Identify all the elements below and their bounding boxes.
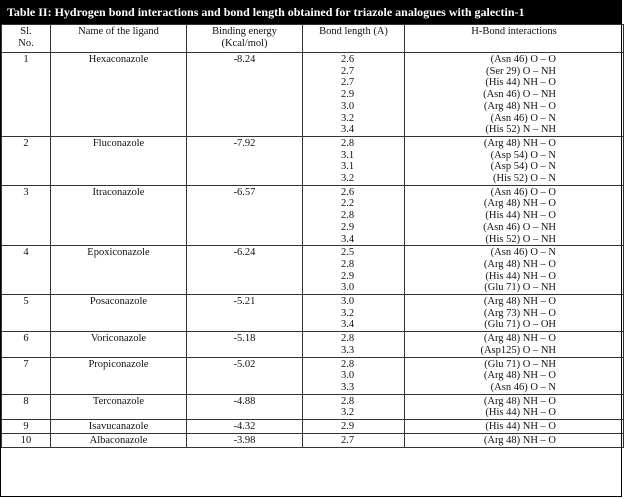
ligand-name-cell: Terconazole bbox=[51, 394, 187, 419]
hbond-interactions-cell bbox=[405, 246, 624, 295]
binding-energy-cell: -4.32 bbox=[187, 420, 303, 434]
bond-length-value: 2.9 bbox=[341, 270, 355, 282]
bond-length-value: 2.6 bbox=[341, 54, 355, 65]
hbond-interactions-cell bbox=[405, 185, 624, 246]
hbond-interactions-cell bbox=[405, 53, 624, 137]
bond-length-cell bbox=[303, 332, 405, 357]
table-row bbox=[2, 295, 624, 332]
bond-length-value: 3.0 bbox=[341, 370, 355, 382]
hbond-interaction: (Ser 29) O – NH bbox=[486, 65, 556, 77]
hbond-interaction: (His 44) NH – O bbox=[485, 421, 556, 433]
bond-length-value: 2.7 bbox=[341, 77, 355, 89]
bond-length-value: 3.4 bbox=[341, 319, 355, 331]
hbond-interaction: (Glu 71) O – OH bbox=[484, 319, 556, 331]
hbond-interactions-cell bbox=[405, 420, 624, 434]
hbond-interaction: (Asn 46) O – N bbox=[490, 112, 556, 124]
bond-length-value: 2.2 bbox=[341, 198, 355, 210]
binding-energy-cell: -8.24 bbox=[187, 53, 303, 137]
sl-number-cell: 10 bbox=[2, 433, 51, 447]
sl-number-cell: 9 bbox=[2, 420, 51, 434]
hbond-interaction: (Arg 48) NH – O bbox=[483, 198, 556, 210]
table-row bbox=[2, 433, 624, 447]
header-sl: Sl. No. bbox=[2, 25, 51, 53]
hbond-interaction: (Asn 46) O – O bbox=[490, 186, 556, 198]
hbond-interaction: (Arg 73) NH – O bbox=[483, 307, 556, 319]
bond-length-value: 3.2 bbox=[341, 173, 355, 185]
header-ligand: Name of the ligand bbox=[51, 25, 187, 53]
ligand-name-cell: Itraconazole bbox=[51, 185, 187, 246]
hbond-interaction: (His 44) NH – O bbox=[485, 407, 556, 419]
ligand-name-cell: Isavucanazole bbox=[51, 420, 187, 434]
binding-energy-cell: -5.02 bbox=[187, 357, 303, 394]
binding-energy-cell: -6.24 bbox=[187, 246, 303, 295]
hbond-interaction: (Arg 48) NH – O bbox=[483, 100, 556, 112]
bond-length-value: 3.4 bbox=[341, 233, 355, 245]
hbond-interaction: (Asn 46) O – NH bbox=[483, 89, 556, 101]
hbond-interaction: (Asn 46) O – N bbox=[490, 247, 556, 259]
table-row bbox=[2, 357, 624, 394]
bond-length-value: 2.6 bbox=[341, 186, 355, 198]
hbond-interaction: (Asn 46) O – O bbox=[490, 54, 556, 65]
ligand-name-cell: Voriconazole bbox=[51, 332, 187, 357]
sl-number-cell: 2 bbox=[2, 136, 51, 185]
hbond-interaction: (Asp 54) O – N bbox=[490, 161, 556, 173]
hbond-interaction: (Glu 71) O – NH bbox=[484, 282, 556, 294]
ligand-name-cell: Hexaconazole bbox=[51, 53, 187, 137]
hbond-interaction: (His 44) NH – O bbox=[485, 270, 556, 282]
hbond-interaction: (His 52) O – NH bbox=[485, 233, 556, 245]
bond-length-value: 3.1 bbox=[341, 149, 355, 161]
hbond-interaction: (Asn 46) O – NH bbox=[483, 221, 556, 233]
header-row bbox=[2, 25, 624, 53]
hbond-interaction: (Asp 54) O – N bbox=[490, 149, 556, 161]
bond-length-cell bbox=[303, 357, 405, 394]
table-row bbox=[2, 185, 624, 246]
bond-length-cell bbox=[303, 246, 405, 295]
bond-length-value: 2.8 bbox=[341, 333, 355, 345]
hbond-interaction: (Arg 48) NH – O bbox=[483, 333, 556, 345]
bond-length-value: 2.8 bbox=[341, 210, 355, 222]
hbond-interaction: (His 52) N – NH bbox=[485, 124, 556, 136]
bond-length-value: 3.3 bbox=[341, 344, 355, 356]
sl-number-cell: 4 bbox=[2, 246, 51, 295]
hbond-interaction: (Asn 46) O – N bbox=[490, 381, 556, 393]
header-energy: Binding energy (Kcal/mol) bbox=[187, 25, 303, 53]
hbond-interaction: (His 44) NH – O bbox=[485, 210, 556, 222]
ligand-name-cell: Epoxiconazole bbox=[51, 246, 187, 295]
hbond-interactions-cell bbox=[405, 295, 624, 332]
hbond-interactions-cell bbox=[405, 332, 624, 357]
hbond-interaction: (Arg 48) NH – O bbox=[483, 395, 556, 407]
hbond-interactions-cell bbox=[405, 394, 624, 419]
sl-number-cell: 8 bbox=[2, 394, 51, 419]
bond-length-cell bbox=[303, 53, 405, 137]
table-row bbox=[2, 394, 624, 419]
header-hbond: H-Bond interactions bbox=[405, 25, 624, 53]
hbond-interactions-cell bbox=[405, 433, 624, 447]
bond-length-value: 2.5 bbox=[341, 247, 355, 259]
bond-length-cell bbox=[303, 295, 405, 332]
hbond-interactions-cell bbox=[405, 136, 624, 185]
ligand-name-cell: Fluconazole bbox=[51, 136, 187, 185]
bond-length-value: 3.1 bbox=[341, 161, 355, 173]
binding-energy-cell: -5.18 bbox=[187, 332, 303, 357]
hbond-interaction: (His 52) O – N bbox=[493, 173, 556, 185]
bond-length-cell bbox=[303, 136, 405, 185]
hbond-interaction: (His 44) NH – O bbox=[485, 77, 556, 89]
table-body bbox=[2, 53, 624, 448]
binding-energy-cell: -5.21 bbox=[187, 295, 303, 332]
binding-energy-cell: -7.92 bbox=[187, 136, 303, 185]
binding-energy-cell: -3.98 bbox=[187, 433, 303, 447]
table-row bbox=[2, 53, 624, 137]
hbond-interaction: (Glu 71) O – NH bbox=[484, 358, 556, 370]
bond-length-value: 3.0 bbox=[341, 296, 355, 308]
bond-length-value: 2.7 bbox=[341, 434, 355, 446]
hbond-interaction: (Arg 48) NH – O bbox=[483, 137, 556, 149]
bond-length-value: 2.9 bbox=[341, 89, 355, 101]
table-row bbox=[2, 332, 624, 357]
ligand-name-cell: Posaconazole bbox=[51, 295, 187, 332]
bond-length-value: 2.8 bbox=[341, 358, 355, 370]
table-row bbox=[2, 246, 624, 295]
bond-length-value: 3.2 bbox=[341, 112, 355, 124]
bond-length-value: 3.0 bbox=[341, 282, 355, 294]
hbond-interactions-cell bbox=[405, 357, 624, 394]
table-title: Table II: Hydrogen bond interactions and bond length obtained for triazole analogues with galectin-1 bbox=[1, 1, 621, 24]
bond-length-value: 3.2 bbox=[341, 407, 355, 419]
bond-length-value: 3.4 bbox=[341, 124, 355, 136]
sl-number-cell: 7 bbox=[2, 357, 51, 394]
bond-length-cell bbox=[303, 420, 405, 434]
binding-energy-cell: -4.88 bbox=[187, 394, 303, 419]
hbond-table bbox=[1, 24, 624, 448]
binding-energy-cell: -6.57 bbox=[187, 185, 303, 246]
bond-length-value: 2.8 bbox=[341, 258, 355, 270]
hbond-interaction: (Arg 48) NH – O bbox=[483, 434, 556, 446]
hbond-interaction: (Arg 48) NH – O bbox=[483, 296, 556, 308]
ligand-name-cell: Albaconazole bbox=[51, 433, 187, 447]
sl-number-cell: 3 bbox=[2, 185, 51, 246]
bond-length-value: 3.0 bbox=[341, 100, 355, 112]
table-row bbox=[2, 136, 624, 185]
hbond-interaction: (Arg 48) NH – O bbox=[483, 370, 556, 382]
bond-length-cell bbox=[303, 185, 405, 246]
table-row bbox=[2, 420, 624, 434]
bond-length-cell bbox=[303, 433, 405, 447]
bond-length-value: 3.3 bbox=[341, 381, 355, 393]
bond-length-value: 2.8 bbox=[341, 395, 355, 407]
ligand-name-cell: Propiconazole bbox=[51, 357, 187, 394]
bond-length-value: 2.8 bbox=[341, 137, 355, 149]
sl-number-cell: 1 bbox=[2, 53, 51, 137]
sl-number-cell: 5 bbox=[2, 295, 51, 332]
bond-length-value: 2.9 bbox=[341, 421, 355, 433]
header-bond-length: Bond length (A) bbox=[303, 25, 405, 53]
bond-length-value: 2.9 bbox=[341, 221, 355, 233]
hbond-interaction: (Asp125) O – NH bbox=[480, 344, 556, 356]
sl-number-cell: 6 bbox=[2, 332, 51, 357]
bond-length-value: 2.7 bbox=[341, 65, 355, 77]
bond-length-cell bbox=[303, 394, 405, 419]
bond-length-value: 3.2 bbox=[341, 307, 355, 319]
hbond-interaction: (Arg 48) NH – O bbox=[483, 258, 556, 270]
